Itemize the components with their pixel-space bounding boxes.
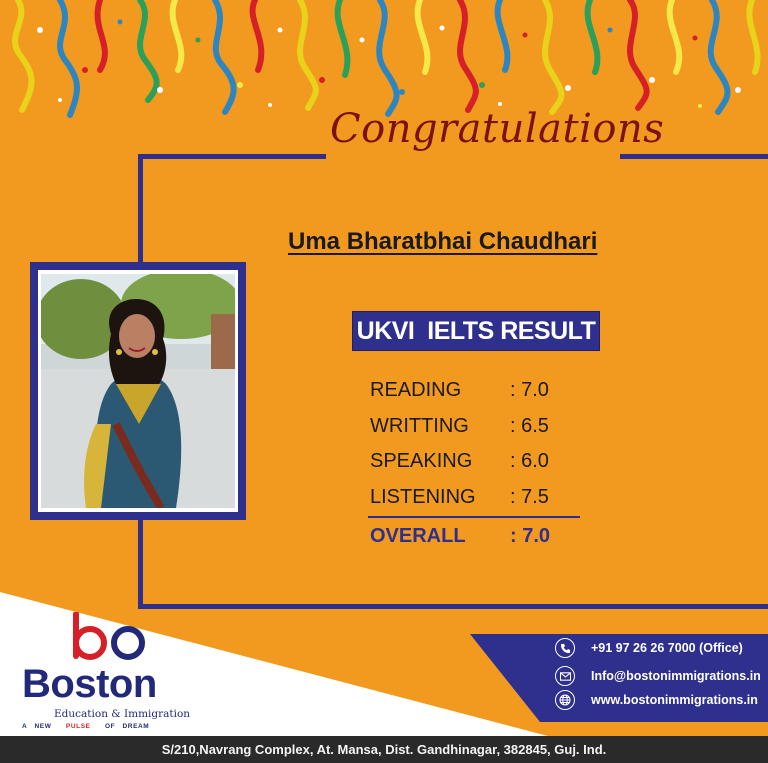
- contact-phone-text: +91 97 26 26 7000 (Office): [591, 641, 743, 655]
- overall-label: OVERALL: [370, 525, 466, 547]
- score-label: READING: [370, 379, 462, 401]
- congratulations-heading: Congratulations: [330, 106, 665, 152]
- contact-phone[interactable]: [555, 636, 743, 660]
- boston-logo[interactable]: [20, 612, 200, 732]
- score-value: : 6.0: [510, 450, 549, 472]
- ielts-result-badge: UKVI IELTS RESULT: [352, 311, 600, 351]
- score-value: : 7.5: [510, 485, 549, 508]
- contact-website-text: www.bostonimmigrations.in: [591, 693, 758, 707]
- contact-website[interactable]: [555, 688, 758, 712]
- phone-icon: [555, 638, 575, 658]
- contact-email-text: Info@bostonimmigrations.in: [591, 669, 761, 683]
- score-value: : 7.0: [510, 379, 549, 401]
- score-label: SPEAKING: [370, 450, 473, 472]
- score-value: : 6.5: [510, 414, 549, 437]
- globe-icon: [555, 690, 575, 710]
- contact-email[interactable]: [555, 664, 761, 688]
- brand-subtitle: Education & Immigration: [54, 708, 191, 720]
- bo-logo-mark: [68, 612, 158, 662]
- brand-tagline: A NEW PULSE OF DREAM: [22, 723, 150, 730]
- brand-name: Boston: [22, 662, 157, 706]
- overall-value: : 7.0: [510, 525, 551, 547]
- address-footer: S/210,Navrang Complex, At. Mansa, Dist. Gandhinagar, 382845, Guj. Ind.: [0, 736, 768, 763]
- student-name: Uma Bharatbhai Chaudhari: [288, 228, 598, 255]
- score-label: WRITTING: [370, 414, 469, 437]
- email-icon: [555, 666, 575, 686]
- score-label: LISTENING: [370, 485, 476, 508]
